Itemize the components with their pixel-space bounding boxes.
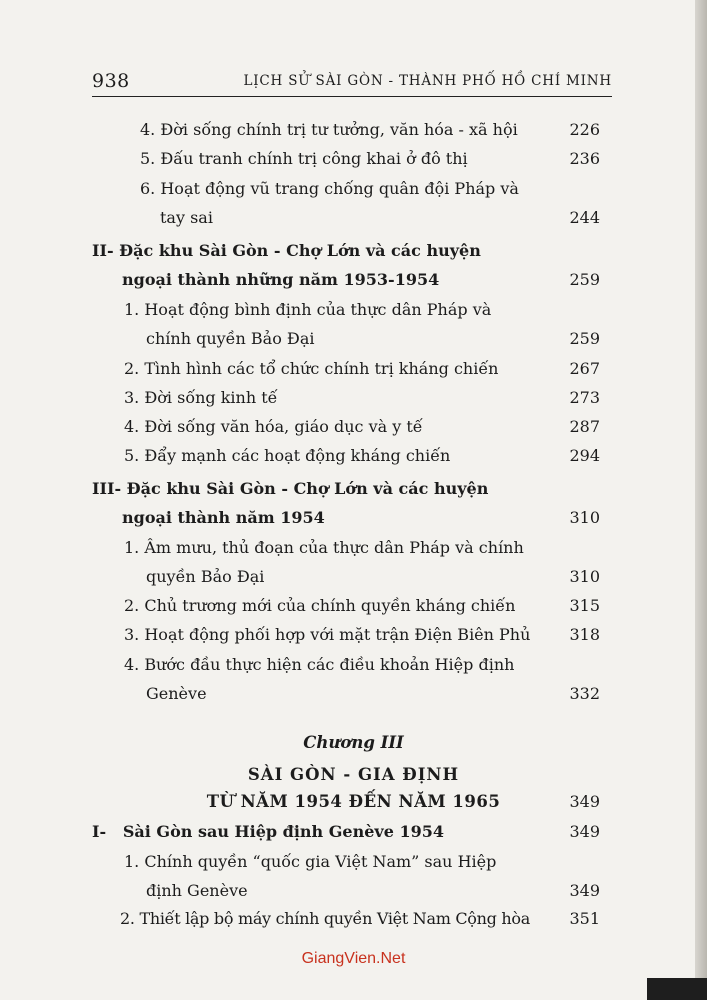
toc-entry-page: 315 [569, 596, 600, 615]
toc-entry-text: 6. Hoạt động vũ trang chống quân đội Pháp và [140, 179, 519, 198]
toc-entry-text: 1. Âm mưu, thủ đoạn của thực dân Pháp và chính [124, 538, 524, 557]
toc-entry-text: 5. Đẩy mạnh các hoạt động kháng chiến [124, 446, 451, 465]
toc-entry-text: 4. Bước đầu thực hiện các điều khoản Hiệp định [124, 655, 515, 674]
toc-entry-text: 5. Đấu tranh chính trị công khai ở đô thị [140, 149, 468, 168]
toc-entry-page: 273 [569, 388, 600, 407]
toc-entry-text: chính quyền Bảo Đại [146, 329, 315, 348]
toc-entry-text: định Genève [146, 881, 248, 900]
toc-section-text: ngoại thành năm 1954 [122, 508, 325, 527]
toc-section-page: 259 [569, 270, 600, 289]
chapter-title-line1: SÀI GÒN - GIA ĐỊNH [247, 765, 460, 784]
toc-entry-text: 2. Tình hình các tổ chức chính trị kháng chiến [124, 359, 499, 378]
toc-entry-text: 4. Đời sống văn hóa, giáo dục và y tế [124, 417, 423, 436]
toc-entry-text: 1. Chính quyền “quốc gia Việt Nam” sau Hiệp [124, 852, 497, 871]
toc-section-text: II- Đặc khu Sài Gòn - Chợ Lớn và các huyện [92, 241, 481, 260]
toc-section-page: 310 [569, 508, 600, 527]
toc-entry-page: 332 [569, 684, 600, 703]
chapter-title-line2: TỪ NĂM 1954 ĐẾN NĂM 1965 [206, 792, 501, 811]
toc-entry-page: 351 [569, 909, 600, 928]
running-title: LỊCH SỬ SÀI GÒN - THÀNH PHỐ HỒ CHÍ MINH [243, 73, 612, 89]
watermark: GiangVien.Net [301, 950, 406, 967]
toc-entry-page: 349 [569, 881, 600, 900]
toc-entry-text: 3. Đời sống kinh tế [124, 388, 278, 407]
toc-section-text: ngoại thành những năm 1953-1954 [122, 270, 440, 289]
toc-entry-page: 226 [569, 120, 600, 139]
toc-entry-page: 244 [569, 208, 600, 227]
toc-entry-text: quyền Bảo Đại [146, 567, 265, 586]
toc-entry-page: 318 [569, 625, 600, 644]
toc-entry-page: 267 [569, 359, 600, 378]
toc-entry-text: 3. Hoạt động phối hợp với mặt trận Điện Biên Phủ [124, 625, 531, 644]
toc-entry-text: 2. Chủ trương mới của chính quyền kháng chiến [124, 596, 516, 615]
toc-entry-text: 1. Hoạt động bình định của thực dân Pháp và [124, 300, 492, 319]
toc-entry-page: 259 [569, 329, 600, 348]
toc-entry-text: 2. Thiết lập bộ máy chính quyền Việt Nam Cộng hòa [120, 909, 530, 928]
toc-section-text: I- Sài Gòn sau Hiệp định Genève 1954 [92, 822, 444, 841]
toc-entry-page: 287 [569, 417, 600, 436]
toc-entry-text: 4. Đời sống chính trị tư tưởng, văn hóa - xã hội [140, 120, 518, 139]
chapter-page: 349 [569, 792, 600, 811]
toc-section-text: III- Đặc khu Sài Gòn - Chợ Lớn và các huyện [92, 479, 489, 498]
toc-entry-text: Genève [146, 684, 207, 703]
toc-section-page: 349 [569, 822, 600, 841]
chapter-label: Chương III [303, 733, 404, 752]
page-number: 938 [92, 70, 130, 92]
toc-entry-page: 294 [569, 446, 600, 465]
toc-entry-page: 310 [569, 567, 600, 586]
toc-entry-text: tay sai [160, 208, 213, 227]
toc-entry-page: 236 [569, 149, 600, 168]
